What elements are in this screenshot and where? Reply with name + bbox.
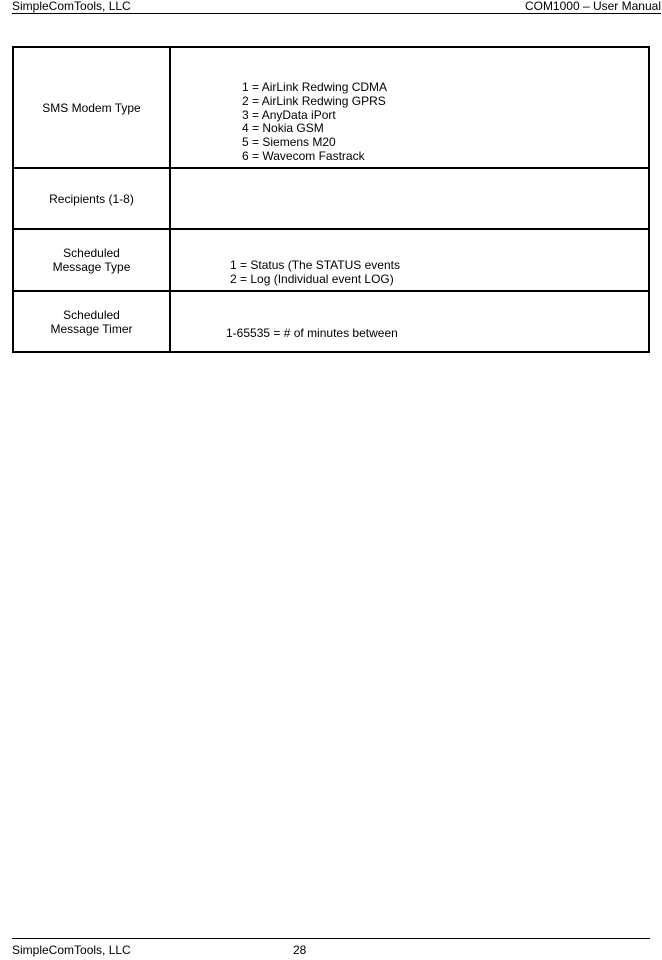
value-item: 5 = Siemens M20 (242, 135, 336, 150)
param-value-cell (170, 47, 649, 168)
value-item: 2 = AirLink Redwing GPRS (242, 93, 386, 108)
param-name-cell (13, 291, 170, 352)
parameter-table (12, 46, 650, 353)
page-footer (12, 938, 650, 957)
value-list (226, 327, 398, 341)
page-header (12, 0, 661, 14)
footer-company: SimpleComTools, LLC (12, 943, 131, 957)
param-name-cell (13, 168, 170, 229)
param-name-line: Scheduled (63, 307, 120, 322)
value-item: 2 = Log (Individual event LOG) (230, 271, 394, 286)
value-list (242, 81, 387, 164)
value-item: 6 = Wavecom Fastrack (242, 148, 365, 163)
header-company: SimpleComTools, LLC (12, 0, 131, 13)
param-name-cell (13, 47, 170, 168)
param-name-cell (13, 229, 170, 291)
param-value-cell (170, 168, 649, 229)
header-manual-title: COM1000 – User Manual (524, 0, 661, 13)
param-value-cell (170, 291, 649, 352)
table-row-scheduled-message-timer (13, 291, 649, 352)
value-item: 4 = Nokia GSM (242, 121, 324, 136)
param-name: SMS Modem Type (42, 100, 141, 115)
value-item: 1 = AirLink Redwing CDMA (242, 80, 388, 94)
param-name: Recipients (1-8) (49, 191, 134, 206)
param-value-cell (170, 229, 649, 291)
table-row-scheduled-message-type (13, 229, 649, 291)
value-item: 3 = AnyData iPort (242, 107, 336, 122)
value-item: 1-65535 = # of minutes between (226, 326, 398, 340)
param-name-line: Message Type (52, 260, 131, 274)
table-row-recipients (13, 168, 649, 229)
param-name-line: Scheduled (63, 246, 120, 260)
value-item: 1 = Status (The STATUS events (230, 258, 400, 272)
param-name-line: Message Timer (50, 321, 133, 336)
page-number: 28 (293, 943, 307, 957)
value-list (230, 259, 400, 287)
table-row-sms-modem-type (13, 47, 649, 168)
